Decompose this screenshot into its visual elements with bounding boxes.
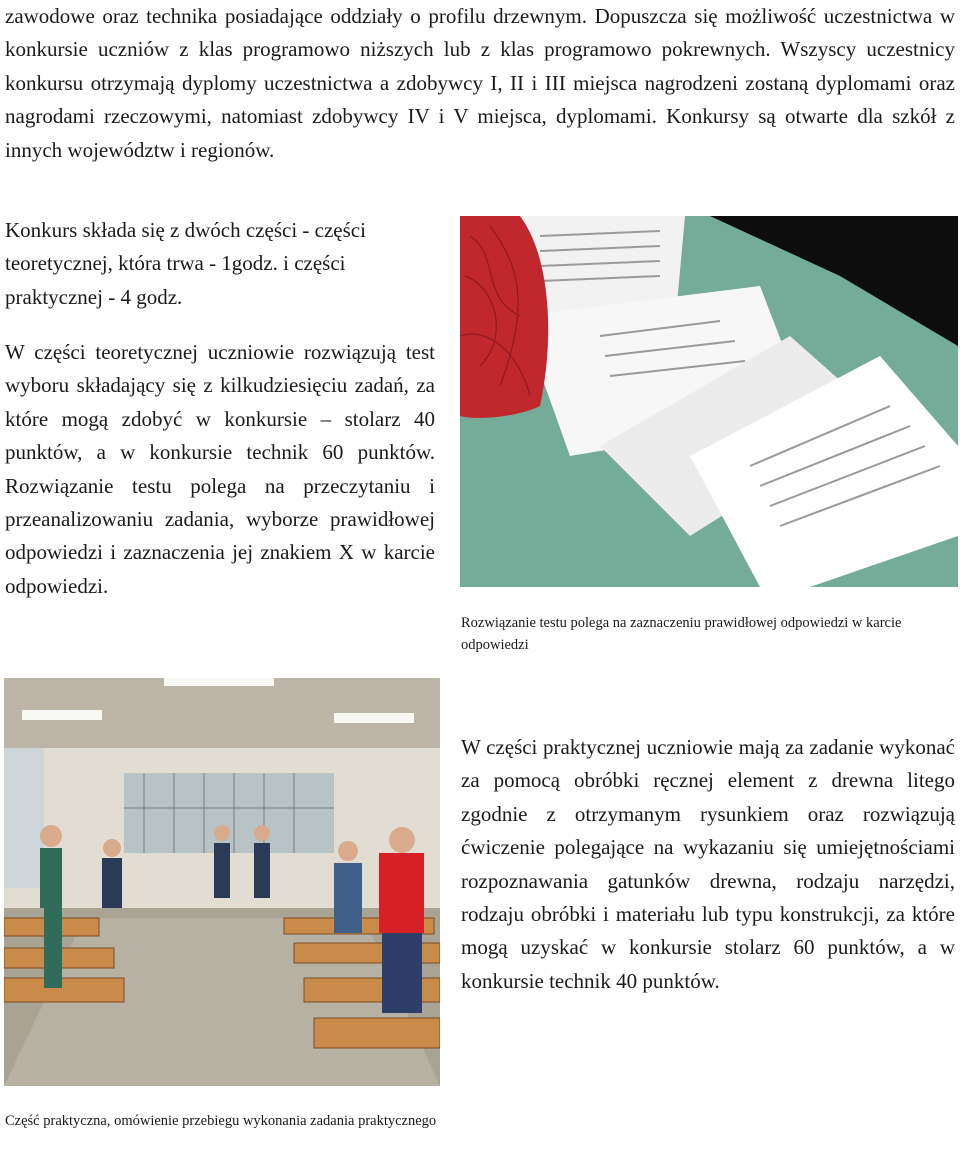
test-sheets-illustration <box>460 216 958 587</box>
competition-parts-paragraph: Konkurs składa się z dwóch części - części teoretycznej, która trwa - 1godz. i części praktycznej - 4 godz. <box>5 218 366 309</box>
test-photo-caption: Rozwiązanie testu polega na zaznaczeniu prawidłowej odpowiedzi w karcie odpowiedzi <box>461 615 902 653</box>
test-sheets-photo <box>460 216 958 587</box>
workshop-photo <box>4 678 440 1086</box>
workshop-illustration <box>4 678 440 1086</box>
theory-part-paragraph: W części teoretycznej uczniowie rozwiązują test wyboru składający się z kilkudziesięciu zadań, za które mogą zdobyć w konkursie – stolarz 40 punktów, a w konkursie technik 60 punktów. Rozwiązanie testu polega na przeczytaniu i przeanalizowaniu zadania, wyborze prawidłowej odpowiedzi i zaznaczenia jej znakiem X w karcie odpowiedzi. <box>5 340 435 598</box>
practice-part-paragraph: W części praktycznej uczniowie mają za zadanie wykonać za pomocą obróbki ręcznej element z drewna litego zgodnie z otrzymanym rysunkiem oraz rozwiązują ćwiczenie polegające na wykazaniu się umiejętnościami rozpoznawania gatunków drewna, rodzaju narzędzi, rodzaju obróbki i materiału lub typu konstrukcji, za które mogą uzyskać w konkursie stolarz 60 punktów, a w konkursie technik 40 punktów. <box>461 735 955 993</box>
intro-paragraph: zawodowe oraz technika posiadające oddziały o profilu drzewnym. Dopuszcza się możliwość uczestnictwa w konkursie uczniów z klas programowo niższych lub z klas programowo pokrewnych. Wszyscy uczestnicy konkursu otrzymają dyplomy uczestnictwa a zdobywcy I, II i III miejsca nagrodzeni zostaną dyplomami oraz nagrodami rzeczowymi, natomiast zdobywcy IV i V miejsca, dyplomami. Konkursy są otwarte dla szkół z innych województw i regionów. <box>5 4 955 162</box>
workshop-photo-caption: Część praktyczna, omówienie przebiegu wykonania zadania praktycznego <box>5 1113 437 1129</box>
